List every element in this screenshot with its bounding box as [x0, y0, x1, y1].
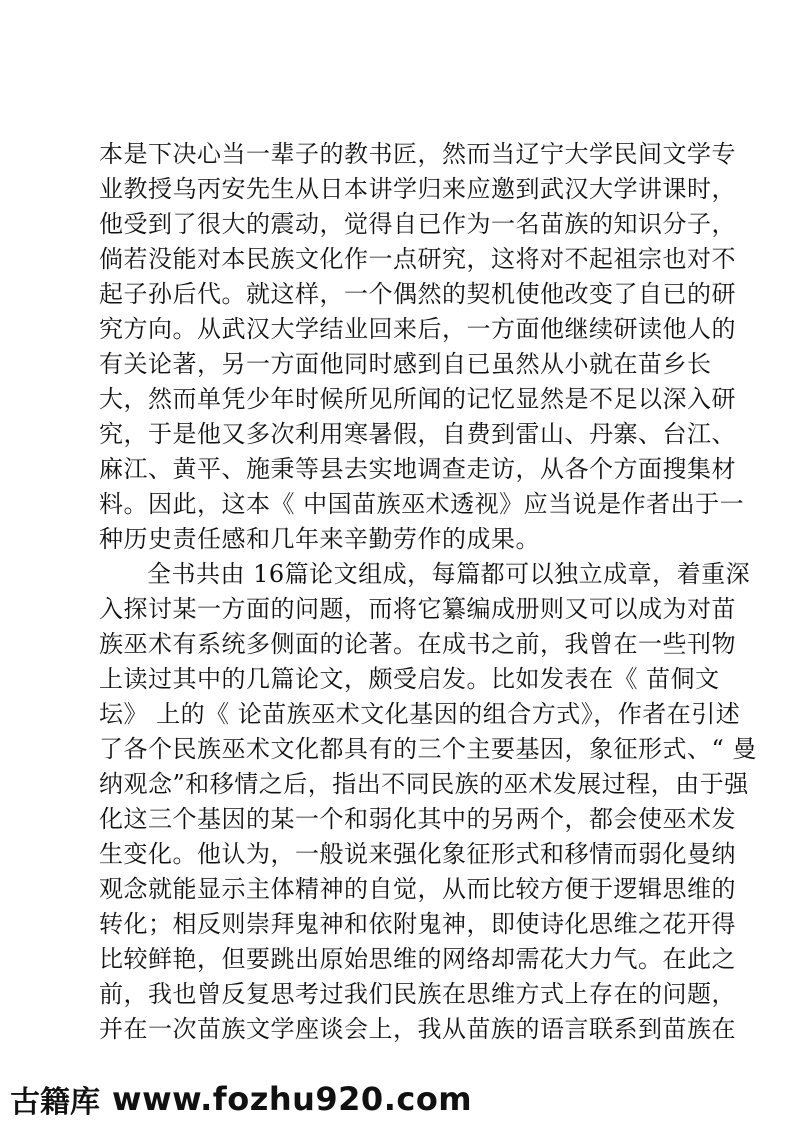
text-line: 族巫术有系统多侧面的论著。在成书之前，我曾在一些刊物: [99, 630, 736, 658]
text-line: 生变化。他认为，一般说来强化象征形式和移情而弱化曼纳: [99, 840, 736, 868]
text-line: 料。因此，这本《 中国苗族巫术透视》应当说是作者出于一: [99, 490, 745, 518]
site-watermark: [0, 1076, 802, 1122]
text-line: 种历史责任感和几年来辛勤劳作的成果。: [99, 525, 540, 553]
text-line: 转化；相反则崇拜鬼神和依附鬼神，即使诗化思维之花开得: [99, 910, 736, 938]
text-line: 了各个民族巫术文化都具有的三个主要基因，象征形式、“ 曼: [99, 735, 757, 763]
text-line: 观念就能显示主体精神的自觉，从而比较方便于逻辑思维的: [99, 875, 736, 903]
text-line: 入探讨某一方面的问题，而将它纂编成册则又可以成为对苗: [99, 595, 736, 623]
paragraph-start-line: 全书共由 16篇论文组成，每篇都可以独立成章，着重深: [147, 560, 751, 588]
text-line: 上读过其中的几篇论文，颇受启发。比如发表在《 苗侗文: [99, 665, 720, 693]
text-line: 有关论著，另一方面他同时感到自已虽然从小就在苗乡长: [99, 350, 712, 378]
text-line: 纳观念”和移情之后，指出不同民族的巫术发展过程，由于强: [99, 770, 749, 798]
text-line: 业教授乌丙安先生从日本讲学归来应邀到武汉大学讲课时，: [99, 175, 736, 203]
text-line: 坛》 上的《 论苗族巫术文化基因的组合方式》，作者在引述: [99, 700, 741, 728]
text-line: 倘若没能对本民族文化作一点研究，这将对不起祖宗也对不: [99, 245, 736, 273]
text-line: 究，于是他又多次利用寒暑假，自费到雷山、丹寨、台江、: [99, 420, 736, 448]
text-line: 起子孙后代。就这样，一个偶然的契机使他改变了自已的研: [99, 280, 736, 308]
text-line: 比较鲜艳，但要跳出原始思维的网络却需花大力气。在此之: [99, 945, 736, 973]
text-line: 前，我也曾反复思考过我们民族在思维方式上存在的问题，: [99, 980, 736, 1008]
watermark-site-name: 古籍库: [10, 1085, 100, 1120]
text-line: 麻江、黄平、施秉等县去实地调查走访，从各个方面搜集材: [99, 455, 736, 483]
body-text: [99, 137, 757, 1047]
text-line: 大，然而单凭少年时候所见所闻的记忆显然是不足以深入研: [99, 385, 736, 413]
text-line: 究方向。从武汉大学结业回来后，一方面他继续研读他人的: [99, 315, 736, 343]
watermark-url: www.fozhu920.com: [112, 1080, 473, 1118]
text-line: 并在一次苗族文学座谈会上，我从苗族的语言联系到苗族在: [99, 1015, 736, 1043]
text-line: 他受到了很大的震动，觉得自已作为一名苗族的知识分子，: [99, 210, 736, 238]
text-line: 化这三个基因的某一个和弱化其中的另两个，都会使巫术发: [99, 805, 736, 833]
text-line: 本是下决心当一辈子的教书匠，然而当辽宁大学民间文学专: [99, 140, 736, 168]
